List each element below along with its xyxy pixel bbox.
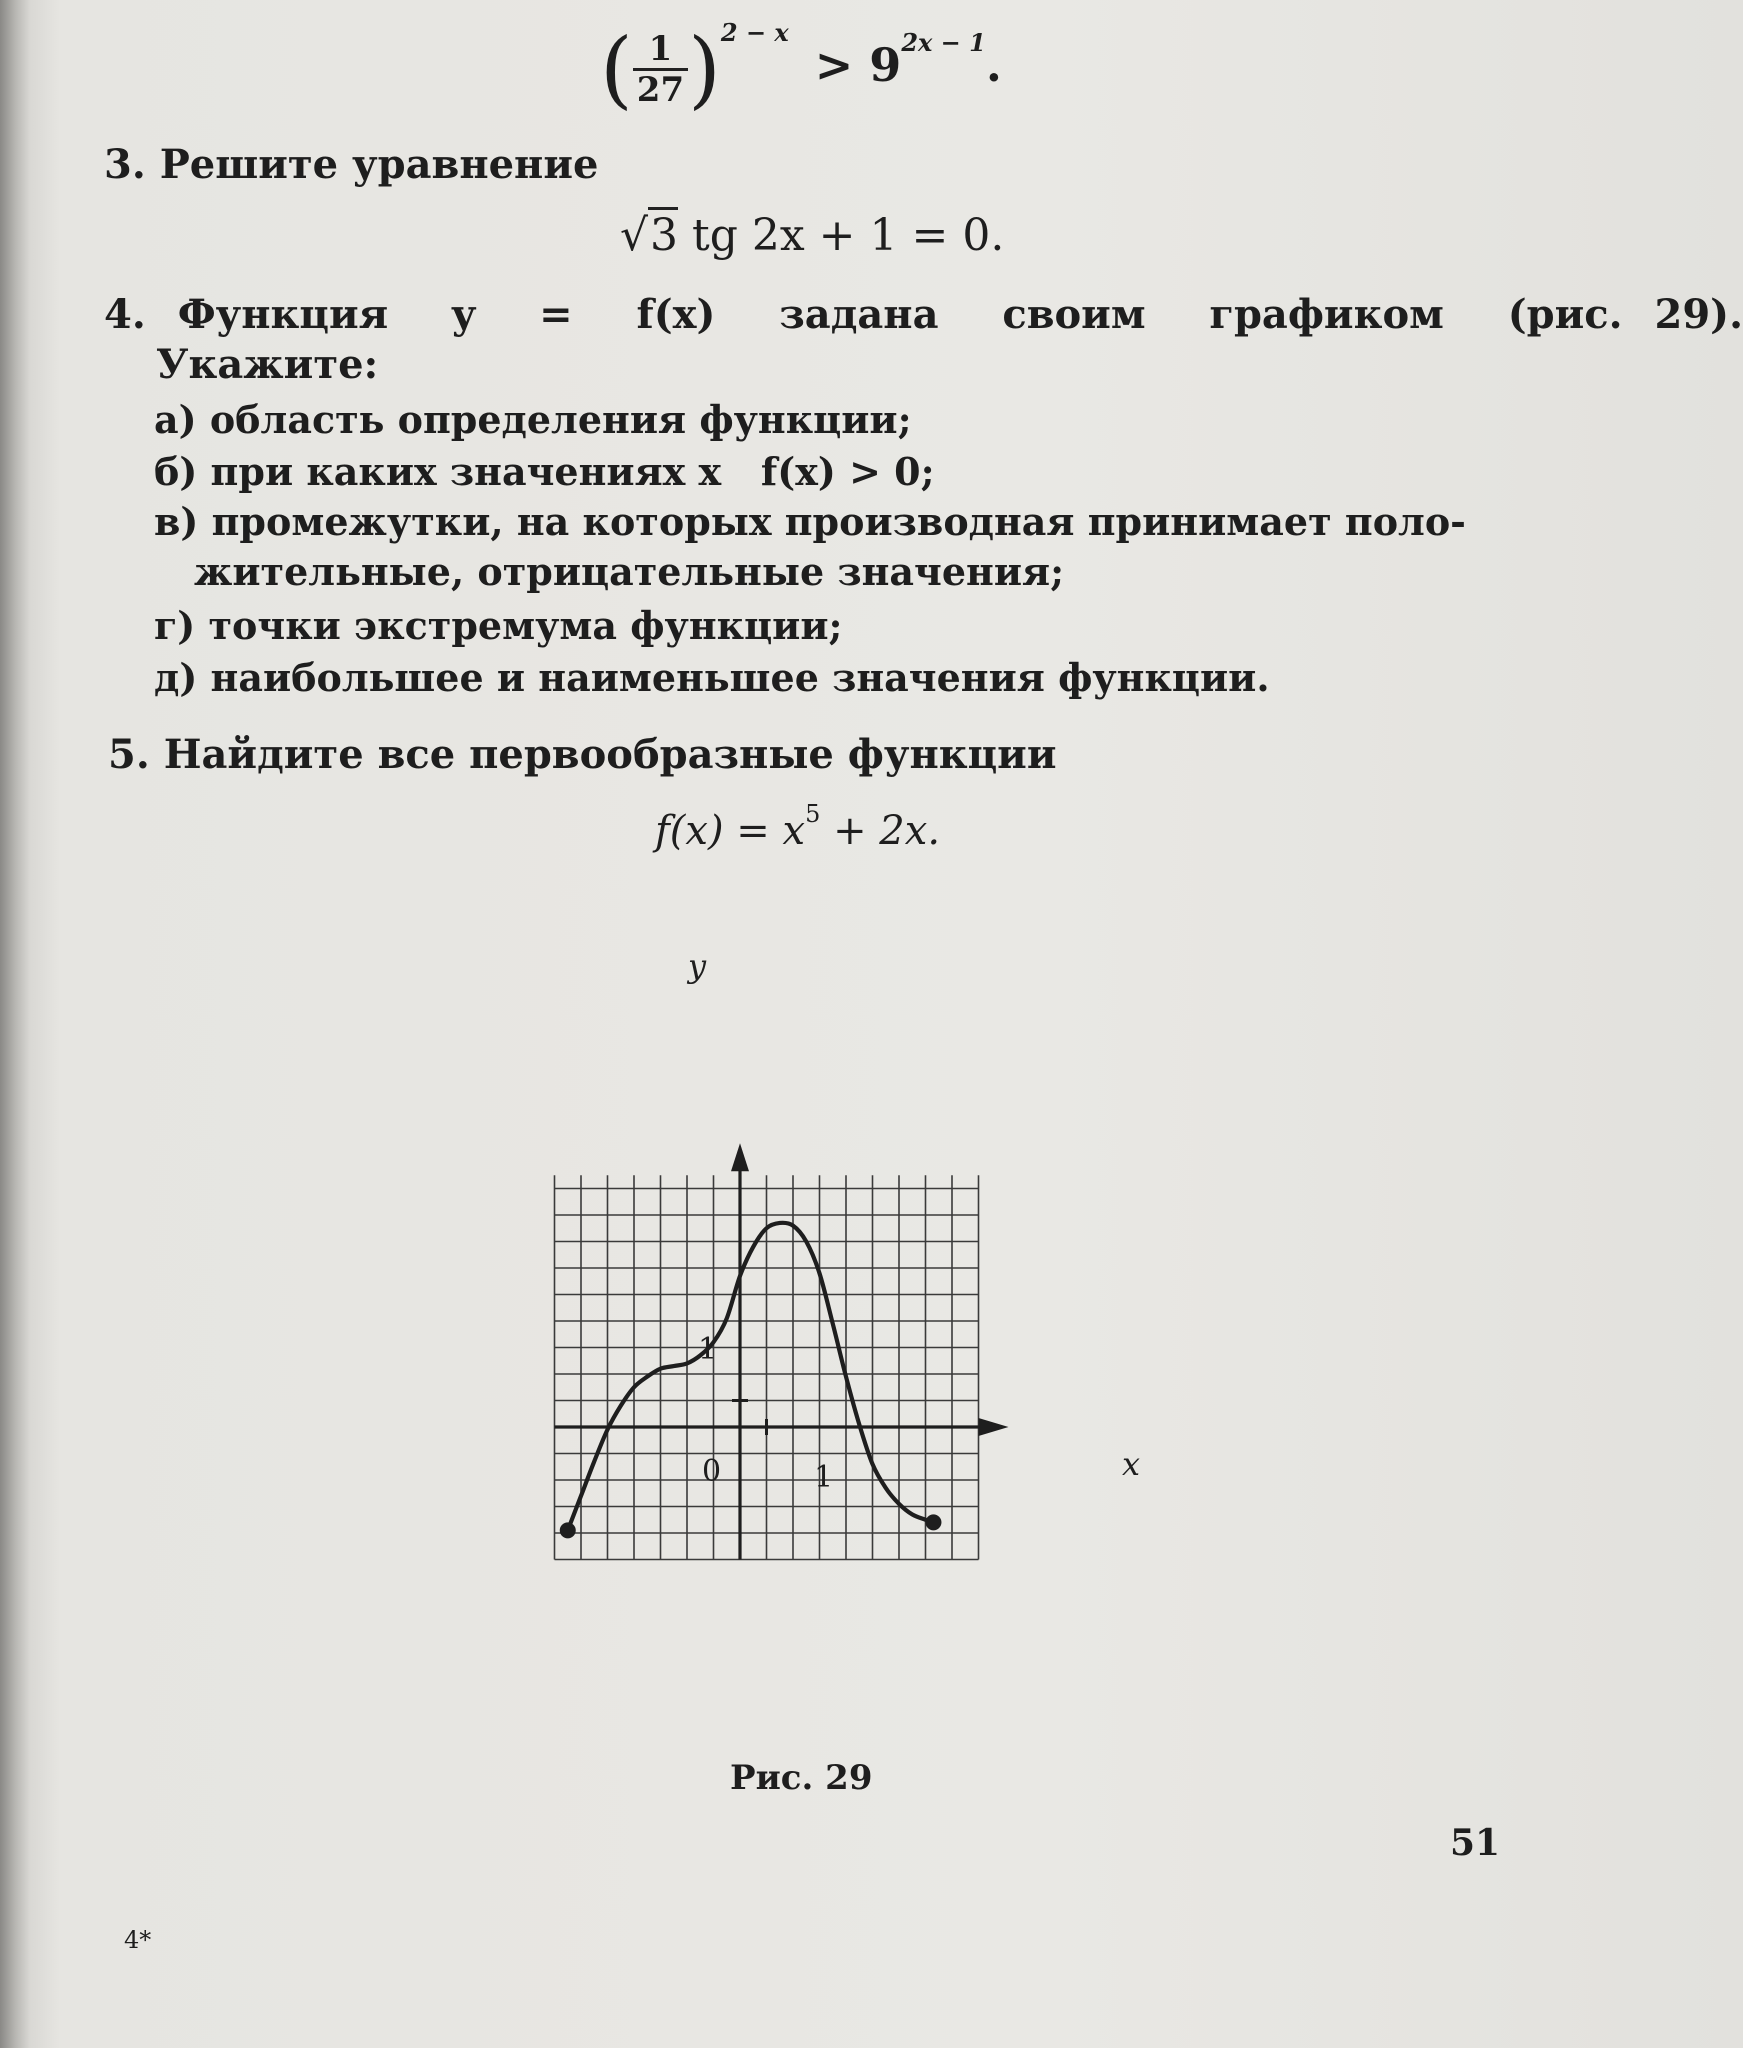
- y-axis-label: y: [688, 947, 707, 985]
- exponent-left: 2 − x: [720, 18, 789, 47]
- exponent-right: 2x − 1: [901, 28, 986, 57]
- task-5-number: 5.: [108, 731, 150, 778]
- sqrt-sign: √: [620, 210, 649, 261]
- fraction: [633, 30, 688, 109]
- equation-rest: tg 2x + 1 = 0.: [692, 210, 1005, 261]
- origin-label: 0: [702, 1454, 722, 1489]
- task-5-heading: [108, 732, 1057, 778]
- left-endpoint: [560, 1522, 576, 1538]
- x-axis-label: x: [1122, 1445, 1141, 1483]
- y-axis-arrow: [731, 1143, 749, 1171]
- task-4-item-e: д) наибольшее и наименьшее значения функции.: [154, 655, 1270, 700]
- task-5-equation: [655, 800, 940, 854]
- equation-exponent: 5: [805, 800, 821, 828]
- task-4-item-c: в) промежутки, на которых производная принимает поло-: [154, 499, 1466, 544]
- task-4-number: 4.: [104, 291, 146, 338]
- graph-labels: [686, 947, 1140, 1495]
- curve-layer: [560, 1223, 942, 1539]
- task-4-item-b: б) при каких значениях x f(x) > 0;: [154, 449, 935, 494]
- y-tick-label: 1: [698, 1332, 718, 1367]
- left-paren: (: [600, 20, 633, 118]
- right-endpoint: [925, 1514, 941, 1530]
- function-curve: [568, 1223, 934, 1531]
- signature-mark: 4*: [124, 1926, 152, 1954]
- x-axis-arrow: [979, 1418, 1009, 1436]
- task-4-item-a: а) область определения функции;: [154, 397, 912, 442]
- equation-left: f(x) = x: [655, 808, 806, 854]
- task-3-heading: [104, 142, 598, 188]
- equation-right: + 2x.: [833, 808, 941, 854]
- right-paren: ): [688, 20, 721, 118]
- task-4-line2: Укажите:: [156, 341, 379, 388]
- axes: [555, 1143, 1009, 1559]
- fraction-numerator: 1: [633, 30, 688, 71]
- task-5-text: Найдите все первообразные функции: [163, 731, 1057, 778]
- grid: [555, 1175, 979, 1559]
- task-4-heading: [104, 291, 1743, 338]
- task-4-line1: Функция y = f(x) задана своим графиком (рис. 29).: [177, 291, 1743, 338]
- figure-caption: Рис. 29: [730, 1758, 873, 1798]
- inequality-relation: > 9: [814, 38, 902, 92]
- function-graph: [370, 905, 1190, 1755]
- x-tick-label: 1: [814, 1460, 834, 1495]
- formula-tail: .: [985, 38, 1002, 92]
- formula-inequality: [600, 18, 1002, 118]
- task-3-equation: [620, 210, 1004, 261]
- sqrt-radicand: 3: [648, 207, 678, 261]
- page-number: 51: [1450, 1822, 1501, 1864]
- task-3-number: 3.: [104, 141, 146, 188]
- task-4-item-c-cont: жительные, отрицательные значения;: [194, 549, 1065, 594]
- task-4-item-d: г) точки экстремума функции;: [154, 603, 843, 648]
- fraction-denominator: 27: [636, 69, 685, 110]
- task-3-text: Решите уравнение: [159, 141, 599, 188]
